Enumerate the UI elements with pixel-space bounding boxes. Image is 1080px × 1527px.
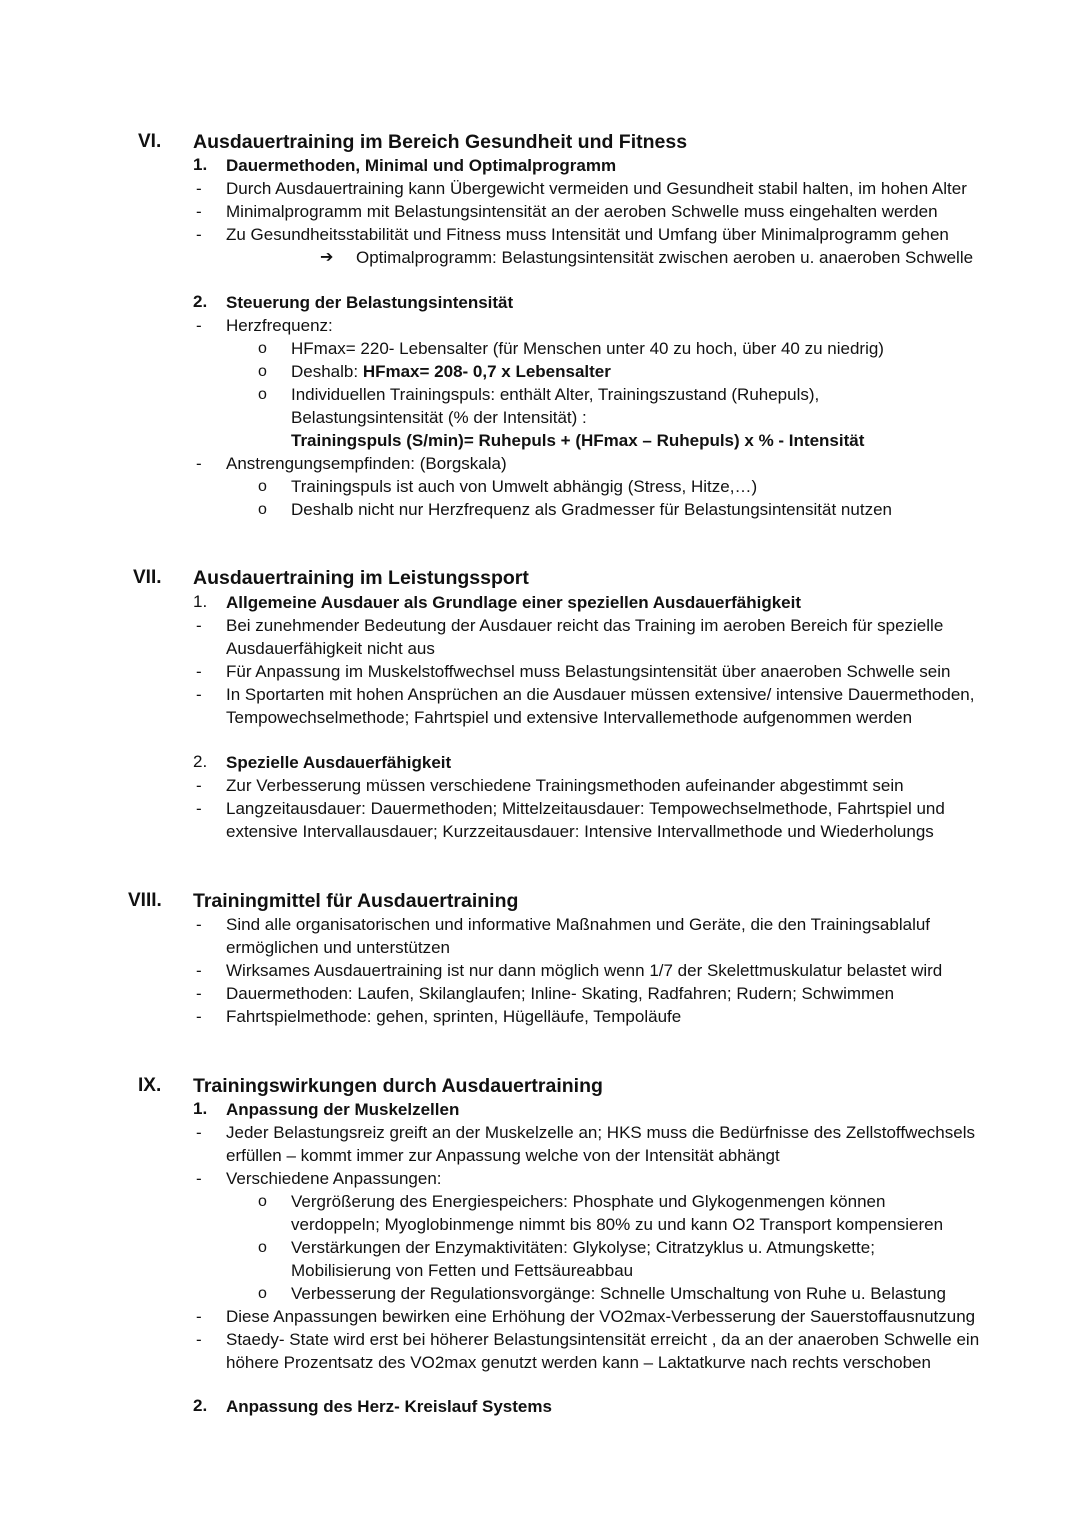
ix-1-item: Verschiedene Anpassungen:	[226, 1169, 442, 1188]
vii-2-item: Zur Verbesserung müssen verschiedene Trainingsmethoden aufeinander abgestimmt sein	[226, 776, 904, 795]
vi-2-training-formula: Trainingspuls (S/min)= Ruhepuls + (HFmax – Ruhepuls) x % - Intensität	[291, 431, 865, 450]
viii-item: Sind alle organisatorischen und informative Maßnahmen und Geräte, die den Trainingsablaluf	[226, 915, 931, 934]
vii-1-item-cont: Ausdauerfähigkeit nicht aus	[226, 639, 435, 658]
section-vii-numeral: VII.	[133, 567, 162, 588]
dash-bullet: -	[196, 225, 202, 244]
ix-1-item: Diese Anpassungen bewirken eine Erhöhung der VO2max-Verbesserung der Sauerstoffausnutzung	[226, 1307, 976, 1326]
viii-item: Fahrtspielmethode: gehen, sprinten, Hügelläufe, Tempoläufe	[226, 1007, 682, 1026]
section-viii-numeral: VIII.	[128, 890, 162, 911]
ix-2-title: Anpassung des Herz- Kreislauf Systems	[226, 1397, 552, 1416]
vi-1-item: Durch Ausdauertraining kann Übergewicht vermeiden und Gesundheit stabil halten, im hohen Alter	[226, 179, 967, 198]
dash-bullet: -	[196, 1123, 202, 1142]
vi-1-number: 1.	[193, 155, 208, 174]
vii-1-item: Für Anpassung im Muskelstoffwechsel muss Belastungsintensität über anaeroben Schwelle sein	[226, 662, 951, 681]
dash-bullet: -	[196, 316, 202, 335]
section-viii-title: Trainingmittel für Ausdauertraining	[193, 890, 519, 912]
dash-bullet: -	[196, 454, 202, 473]
vi-2-subitem: HFmax= 220- Lebensalter (für Menschen unter 40 zu hoch, über 40 zu niedrig)	[291, 339, 884, 358]
viii-item: Wirksames Ausdauertraining ist nur dann möglich wenn 1/7 der Skelettmuskulatur belastet wird	[226, 961, 943, 980]
dash-bullet: -	[196, 799, 202, 818]
dash-bullet: -	[196, 202, 202, 221]
viii-item: Dauermethoden: Laufen, Skilanglaufen; Inline- Skating, Radfahren; Rudern; Schwimmen	[226, 984, 895, 1003]
viii-item-cont: ermöglichen und unterstützen	[226, 938, 450, 957]
ix-1-subitem-cont: Mobilisierung von Fetten und Fettsäureabbau	[291, 1261, 634, 1280]
vii-1-number: 1.	[193, 592, 208, 611]
dash-bullet: -	[196, 961, 202, 980]
ix-1-subitem: Vergrößerung des Energiespeichers: Phosphate und Glykogenmengen können	[291, 1192, 886, 1211]
dash-bullet: -	[196, 776, 202, 795]
ix-1-subitem-cont: verdoppeln; Myoglobinmenge nimmt bis 80% zu und kann O2 Transport kompensieren	[291, 1215, 944, 1234]
dash-bullet: -	[196, 984, 202, 1003]
section-vi-numeral: VI.	[138, 131, 162, 152]
vii-2-title: Spezielle Ausdauerfähigkeit	[226, 753, 452, 772]
vii-1-item-cont: Tempowechselmethode; Fahrtspiel und extensive Intervallemethode aufgenommen werden	[226, 708, 913, 727]
ix-1-subitem: Verbesserung der Regulationsvorgänge: Schnelle Umschaltung von Ruhe u. Belastung	[291, 1284, 946, 1303]
circle-bullet-icon: o	[258, 1285, 267, 1302]
vi-2-subitem: Trainingspuls ist auch von Umwelt abhängig (Stress, Hitze,…)	[291, 477, 758, 496]
vii-1-title: Allgemeine Ausdauer als Grundlage einer speziellen Ausdauerfähigkeit	[226, 593, 802, 612]
vi-2-item: Herzfrequenz:	[226, 316, 333, 335]
vi-2-subitem	[291, 361, 611, 383]
vii-1-item: Bei zunehmender Bedeutung der Ausdauer reicht das Training im aeroben Bereich für spezielle	[226, 616, 944, 635]
circle-bullet-icon: o	[258, 340, 267, 357]
ix-1-number: 1.	[193, 1099, 208, 1118]
vii-2-item: Langzeitausdauer: Dauermethoden; Mittelzeitausdauer: Tempowechselmethode, Fahrtspiel und	[226, 799, 945, 818]
circle-bullet-icon: o	[258, 501, 267, 518]
section-ix-title: Trainingswirkungen durch Ausdauertraining	[193, 1075, 603, 1097]
circle-bullet-icon: o	[258, 1239, 267, 1256]
dash-bullet: -	[196, 179, 202, 198]
ix-1-title: Anpassung der Muskelzellen	[226, 1100, 460, 1119]
vii-2-item-cont: extensive Intervallausdauer; Kurzzeitausdauer: Intensive Intervallmethode und Wiederholungs	[226, 822, 934, 841]
vi-2-subitem: Deshalb nicht nur Herzfrequenz als Gradmesser für Belastungsintensität nutzen	[291, 500, 892, 519]
dash-bullet: -	[196, 915, 202, 934]
ix-1-subitem: Verstärkungen der Enzymaktivitäten: Glykolyse; Citratzyklus u. Atmungskette;	[291, 1238, 875, 1257]
dash-bullet: -	[196, 685, 202, 704]
circle-bullet-icon: o	[258, 363, 267, 380]
circle-bullet-icon: o	[258, 1193, 267, 1210]
vi-2-formula: HFmax= 208- 0,7 x Lebensalter	[362, 362, 611, 381]
dash-bullet: -	[196, 1007, 202, 1026]
ix-2-number: 2.	[193, 1396, 208, 1415]
vi-2-subitem-prefix: Deshalb:	[291, 362, 363, 381]
vi-2-subitem: Individuellen Trainingspuls: enthält Alter, Trainingszustand (Ruhepuls),	[291, 385, 820, 404]
vi-1-item: Minimalprogramm mit Belastungsintensität an der aeroben Schwelle muss eingehalten werden	[226, 202, 938, 221]
vi-2-subitem-cont: Belastungsintensität (% der Intensität) :	[291, 408, 587, 427]
vi-2-item: Anstrengungsempfinden: (Borgskala)	[226, 454, 507, 473]
dash-bullet: -	[196, 1169, 202, 1188]
circle-bullet-icon: o	[258, 478, 267, 495]
ix-1-item: Jeder Belastungsreiz greift an der Muskelzelle an; HKS muss die Bedürfnisse des Zellstoffwechsels	[226, 1123, 975, 1142]
vi-2-number: 2.	[193, 292, 208, 311]
dash-bullet: -	[196, 1307, 202, 1326]
vii-2-number: 2.	[193, 752, 208, 771]
vi-1-item: Zu Gesundheitsstabilität und Fitness muss Intensität und Umfang über Minimalprogramm gehen	[226, 225, 949, 244]
ix-1-item: Staedy- State wird erst bei höherer Belastungsintensität erreicht , da an der anaeroben Schwelle ein	[226, 1330, 980, 1349]
dash-bullet: -	[196, 662, 202, 681]
vii-1-item: In Sportarten mit hohen Ansprüchen an die Ausdauer müssen extensive/ intensive Dauermethoden,	[226, 685, 975, 704]
dash-bullet: -	[196, 616, 202, 635]
section-ix-numeral: IX.	[138, 1075, 162, 1096]
vi-2-title: Steuerung der Belastungsintensität	[226, 293, 514, 312]
section-vii-title: Ausdauertraining im Leistungssport	[193, 567, 529, 589]
vi-1-title: Dauermethoden, Minimal und Optimalprogramm	[226, 156, 617, 175]
circle-bullet-icon: o	[258, 386, 267, 403]
dash-bullet: -	[196, 1330, 202, 1349]
ix-1-item-cont: erfüllen – kommt immer zur Anpassung welche von der Intensität abhängt	[226, 1146, 780, 1165]
section-vi-title: Ausdauertraining im Bereich Gesundheit und Fitness	[193, 131, 688, 153]
ix-1-item-cont: höhere Prozentsatz des VO2max genutzt werden kann – Laktatkurve nach rechts verschoben	[226, 1353, 931, 1372]
vi-1-arrow-text: Optimalprogramm: Belastungsintensität zwischen aeroben u. anaeroben Schwelle	[356, 248, 974, 267]
arrow-icon: ➔	[320, 249, 334, 266]
